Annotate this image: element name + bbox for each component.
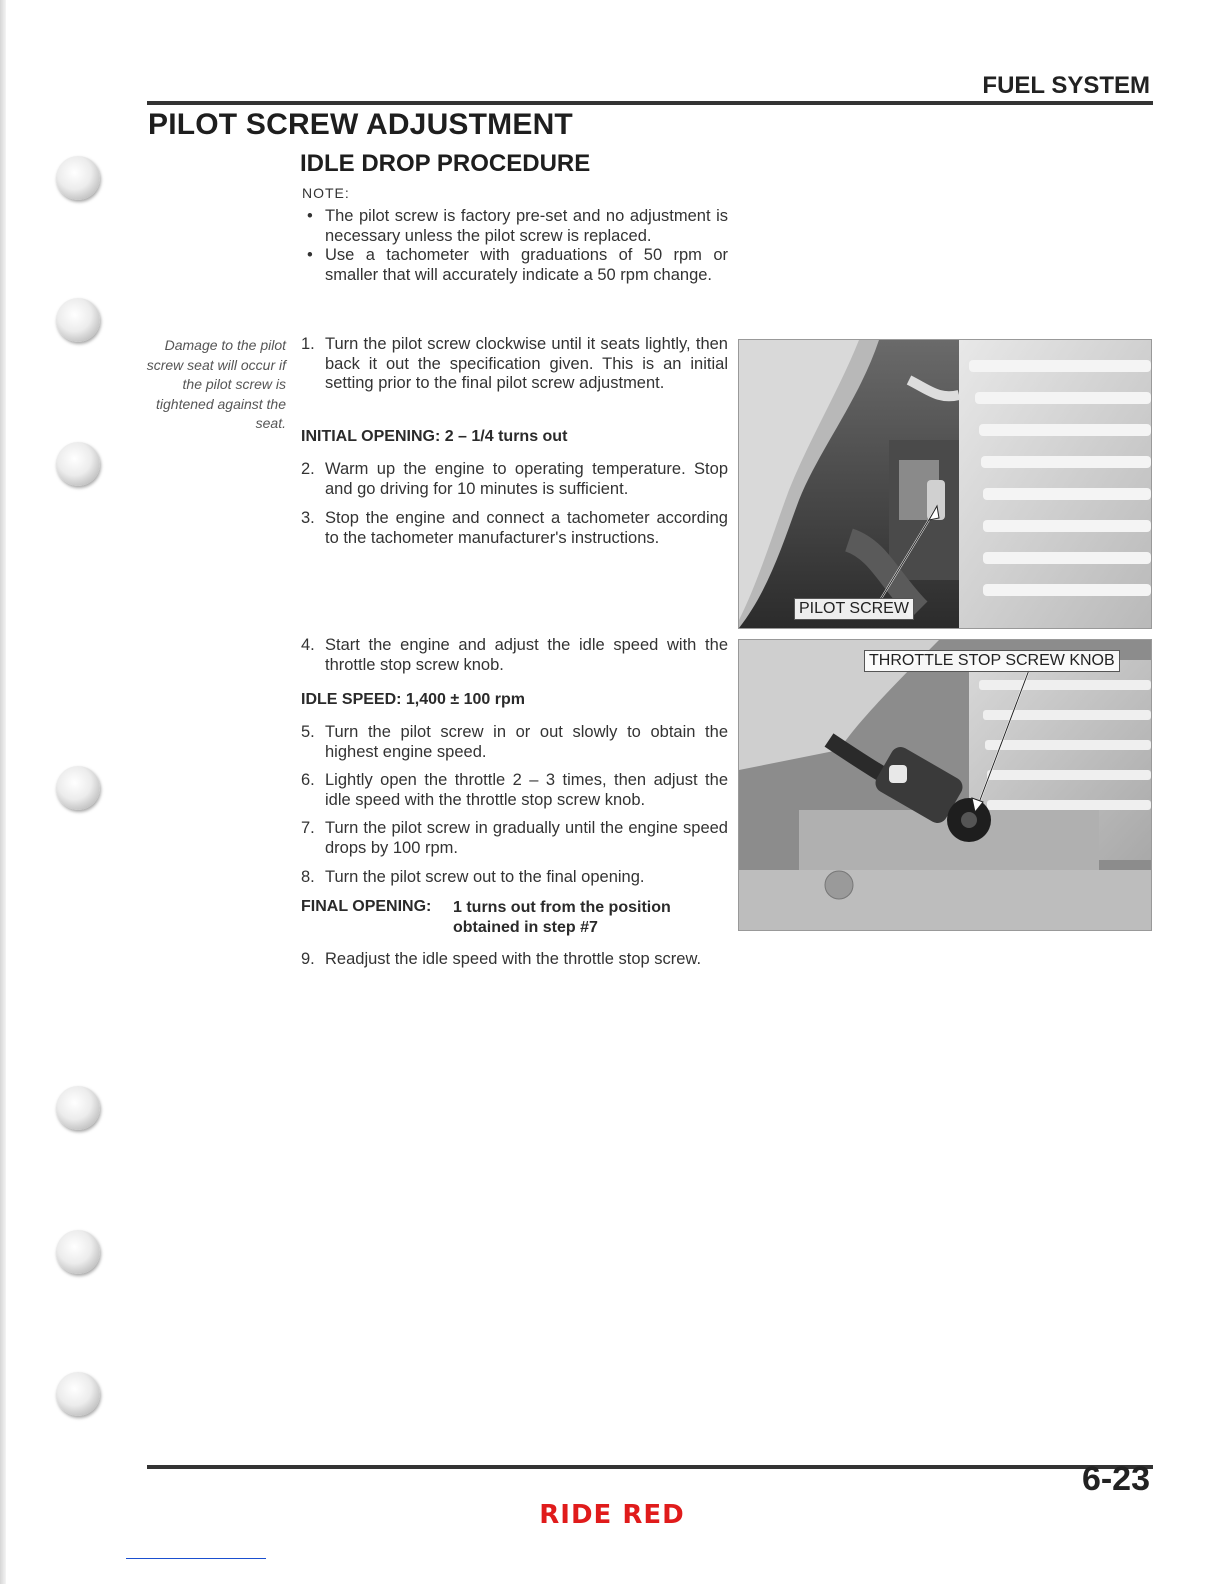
footer-rule (147, 1465, 1153, 1469)
photo-throttle-stop-knob (738, 639, 1152, 931)
step-6 (301, 771, 728, 810)
note-list (301, 207, 728, 285)
callout-pilot-screw: PILOT SCREW (794, 598, 914, 620)
step-text: Stop the engine and connect a tachometer according to the tachometer manufacturer's instructions. (325, 509, 728, 547)
binder-hole (56, 1086, 100, 1130)
step-number: 4. (301, 636, 315, 654)
step-text: Warm up the engine to operating temperature. Stop and go driving for 10 minutes is sufficient. (325, 460, 728, 498)
step-number: 6. (301, 771, 315, 789)
step-text: Lightly open the throttle 2 – 3 times, then adjust the idle speed with the throttle stop screw knob. (325, 771, 728, 809)
step-5 (301, 723, 728, 762)
step-text: Turn the pilot screw in or out slowly to obtain the highest engine speed. (325, 723, 728, 761)
step-4 (301, 636, 728, 675)
binder-hole (56, 1230, 100, 1274)
step-1 (301, 335, 728, 394)
link-underline (126, 1558, 266, 1559)
step-number: 2. (301, 460, 315, 478)
engine-photo-illustration (739, 340, 1151, 628)
procedure-title: IDLE DROP PROCEDURE (300, 150, 591, 177)
step-text: Start the engine and adjust the idle speed with the throttle stop screw knob. (325, 636, 728, 674)
step-text: Readjust the idle speed with the throttle stop screw. (325, 950, 702, 968)
step-3 (301, 509, 728, 548)
spec-final-opening-line: 1 turns out from the position (453, 899, 671, 916)
caution-sidenote: Damage to the pilot screw seat will occur if the pilot screw is tightened against the seat. (146, 337, 286, 431)
page-title: PILOT SCREW ADJUSTMENT (148, 108, 573, 141)
step-number: 8. (301, 868, 315, 886)
photo-pilot-screw (738, 339, 1152, 629)
step-text: Turn the pilot screw in gradually until the engine speed drops by 100 rpm. (325, 819, 728, 857)
step-7 (301, 819, 728, 858)
step-text: Turn the pilot screw out to the final opening. (325, 868, 645, 886)
spec-final-opening-line: obtained in step #7 (453, 918, 598, 936)
note-bullet: • The pilot screw is factory pre-set and no adjustment is necessary unless the pilot screw is replaced. (301, 207, 728, 246)
step-8 (301, 868, 728, 888)
step-number: 1. (301, 335, 315, 353)
step-number: 7. (301, 819, 315, 837)
binder-hole (56, 766, 100, 810)
spec-idle-speed: IDLE SPEED: 1,400 ± 100 rpm (301, 691, 525, 708)
spec-final-opening-label: FINAL OPENING: (301, 898, 432, 915)
binder-hole (56, 1372, 100, 1416)
binder-hole (56, 442, 100, 486)
note-label: NOTE: (302, 185, 350, 201)
step-9 (301, 950, 728, 970)
step-text: Turn the pilot screw clockwise until it seats lightly, then back it out the specification given. This is an initial setting prior to the final pilot screw adjustment. (325, 335, 728, 392)
footer-brand-logo: RIDE RED (539, 1500, 685, 1530)
page-number: 6-23 (1081, 1460, 1150, 1498)
section-header: FUEL SYSTEM (982, 72, 1150, 99)
step-number: 3. (301, 509, 315, 527)
step-number: 5. (301, 723, 315, 741)
note-bullet: • Use a tachometer with graduations of 50 rpm or smaller that will accurately indicate a 50 rpm change. (301, 246, 728, 285)
binder-hole (56, 298, 100, 342)
header-rule (147, 101, 1153, 105)
spec-final-opening-value (453, 898, 671, 937)
callout-throttle-stop-knob: THROTTLE STOP SCREW KNOB (864, 650, 1120, 672)
spec-initial-opening: INITIAL OPENING: 2 – 1/4 turns out (301, 428, 568, 445)
step-number: 9. (301, 950, 315, 968)
binder-edge (0, 0, 6, 1584)
engine-photo-illustration (739, 640, 1151, 930)
step-2 (301, 460, 728, 499)
binder-hole (56, 156, 100, 200)
